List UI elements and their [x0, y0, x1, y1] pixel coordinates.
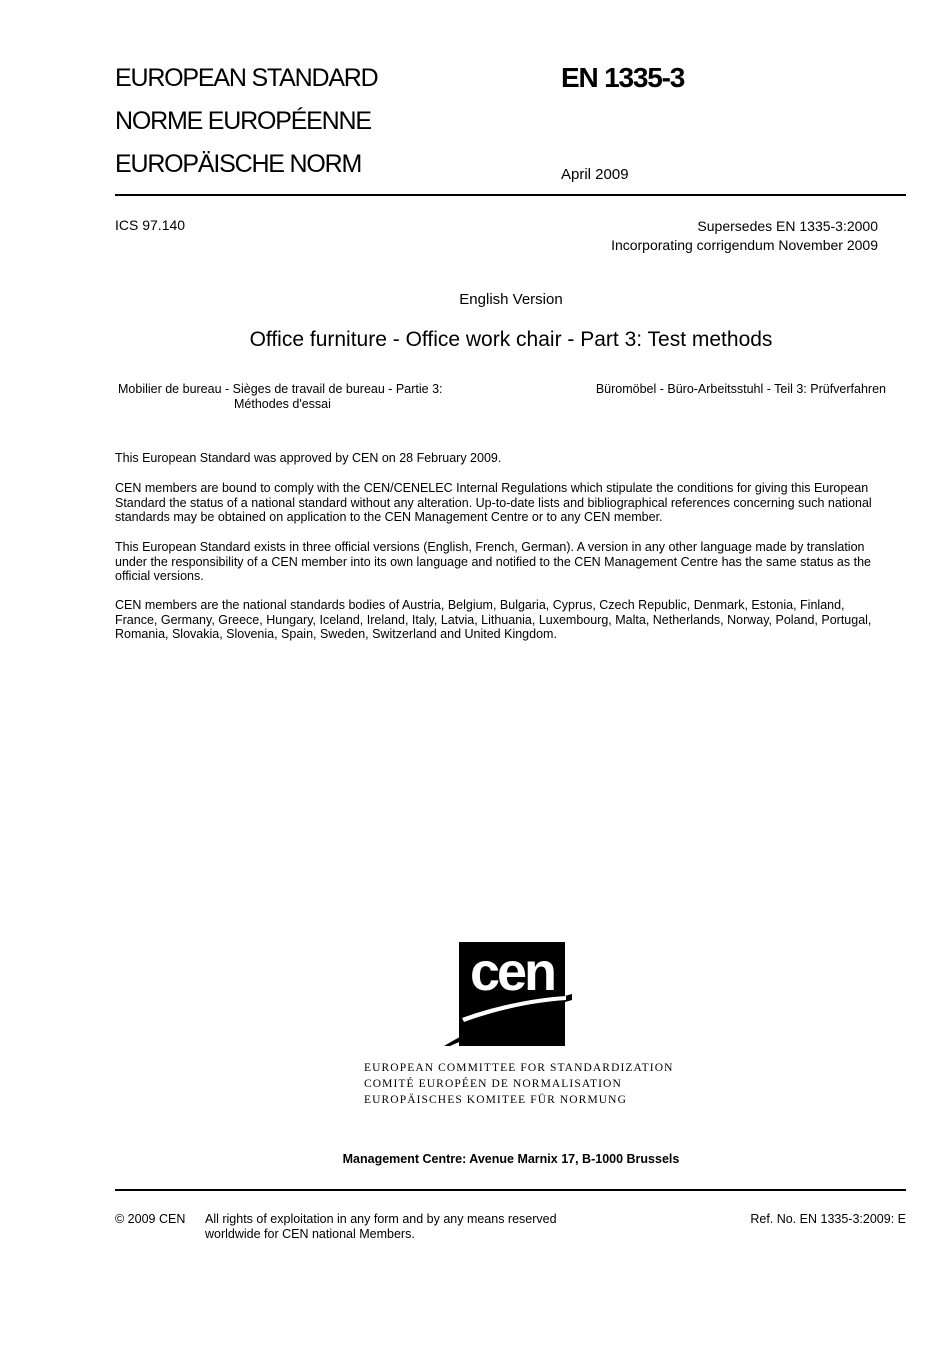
french-title-line1: Mobilier de bureau - Sièges de travail de bureau - Partie 3: — [118, 382, 443, 396]
french-title-line2: Méthodes d'essai — [234, 397, 331, 411]
standard-title-en: EUROPEAN STANDARD — [115, 64, 378, 92]
supersedes-info — [611, 217, 878, 255]
standard-title-de: EUROPÄISCHE NORM — [115, 150, 362, 178]
standard-number: EN 1335-3 — [561, 62, 685, 93]
paragraph-line: CEN members are bound to comply with the CEN/CENELEC Internal Regulations which stipulate the conditions for giving this European — [115, 481, 869, 495]
supersedes-line: Supersedes EN 1335-3:2000 — [697, 218, 878, 234]
paragraph-line: This European Standard exists in three official versions (English, French, German). A version in any other language made by translation — [115, 540, 865, 554]
document-title: Office furniture - Office work chair - Part 3: Test methods — [249, 328, 773, 351]
standard-title-fr: NORME EUROPÉENNE — [115, 107, 371, 135]
approval-paragraph — [115, 451, 905, 466]
paragraph-line: France, Germany, Greece, Hungary, Iceland, Ireland, Italy, Latvia, Lithuania, Luxembourg, Malta, Netherlands, Norway, Poland, Portugal, — [115, 612, 872, 627]
german-title: Büromöbel - Büro-Arbeitsstuhl - Teil 3: Prüfverfahren — [595, 382, 886, 396]
ics-code: ICS 97.140 — [115, 217, 186, 233]
approval-line: This European Standard was approved by CEN on 28 February 2009. — [115, 451, 502, 465]
cen-logo — [444, 942, 578, 1048]
management-centre-address: Management Centre: Avenue Marnix 17, B-1000 Brussels — [342, 1152, 680, 1166]
french-title — [118, 382, 443, 412]
paragraph-line: under the responsibility of a CEN member into its own language and notified to the CEN Management Centre has the same status as the — [115, 554, 871, 569]
header-divider — [115, 194, 906, 196]
footer-divider — [115, 1189, 906, 1191]
versions-paragraph — [115, 540, 905, 584]
rights-notice — [205, 1212, 557, 1242]
paragraph-line: standards may be obtained on application to the CEN Management Centre or to any CEN member. — [115, 510, 663, 525]
rights-line: worldwide for CEN national Members. — [205, 1227, 415, 1241]
cen-name-en: EUROPEAN COMMITTEE FOR STANDARDIZATION — [364, 1062, 674, 1074]
cen-name-fr: COMITÉ EUROPÉEN DE NORMALISATION — [364, 1078, 622, 1090]
compliance-paragraph — [115, 481, 905, 525]
cen-name-de: EUROPÄISCHES KOMITEE FÜR NORMUNG — [364, 1094, 627, 1106]
paragraph-line: CEN members are the national standards bodies of Austria, Belgium, Bulgaria, Cyprus, Czech Republic, Denmark, Estonia, Finland, — [115, 598, 845, 612]
corrigendum-line: Incorporating corrigendum November 2009 — [611, 237, 878, 253]
reference-number: Ref. No. EN 1335-3:2009: E — [750, 1212, 906, 1226]
members-paragraph — [115, 598, 905, 642]
paragraph-line: Standard the status of a national standard without any alteration. Up-to-date lists and bibliographical references concerning such national — [115, 495, 872, 510]
copyright: © 2009 CEN — [115, 1212, 186, 1226]
cen-logo-text: cen — [469, 942, 555, 1002]
publication-date: April 2009 — [561, 166, 629, 183]
paragraph-line: official versions. — [115, 569, 204, 584]
version-label: English Version — [459, 291, 563, 308]
rights-line: All rights of exploitation in any form and by any means reserved — [205, 1212, 557, 1226]
paragraph-line: Romania, Slovakia, Slovenia, Spain, Sweden, Switzerland and United Kingdom. — [115, 627, 557, 642]
